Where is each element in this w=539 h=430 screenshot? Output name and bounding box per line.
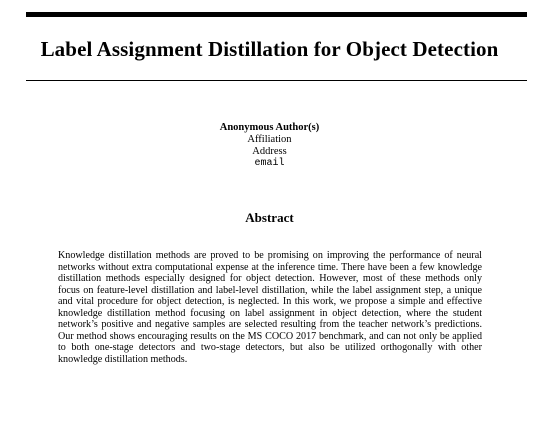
top-rule bbox=[26, 12, 527, 17]
title-bottom-rule bbox=[26, 80, 527, 81]
abstract-heading: Abstract bbox=[245, 210, 294, 225]
paper-title: Label Assignment Distillation for Object Detection bbox=[40, 37, 499, 61]
author-name: Anonymous Author(s) bbox=[219, 122, 320, 133]
author-block bbox=[0, 122, 539, 170]
author-email: email bbox=[254, 158, 285, 169]
author-affiliation: Affiliation bbox=[247, 134, 292, 145]
abstract-text: Knowledge distillation methods are proved to be promising on improving the performance of neural networks without extra computational expense at the inference time. There have been a few knowledge distillation methods especially designed for object detection. However, most of these methods only focus on feature-level distillation and label-level distillation, while the label assignment step, a unique and vital procedure for object detection, is neglected. In this work, we propose a simple and effective knowledge distillation method focusing on label assignment in object detection, where the student network’s positive and negative samples are selected resulting from the teacher network’s predictions. Our method shows encouraging results on the MS COCO 2017 benchmark, and can not only be applied to both one-stage detectors and two-stage detectors, but also be utilized orthogonally with other knowledge distillation methods. bbox=[58, 250, 482, 365]
author-address: Address bbox=[252, 146, 287, 157]
